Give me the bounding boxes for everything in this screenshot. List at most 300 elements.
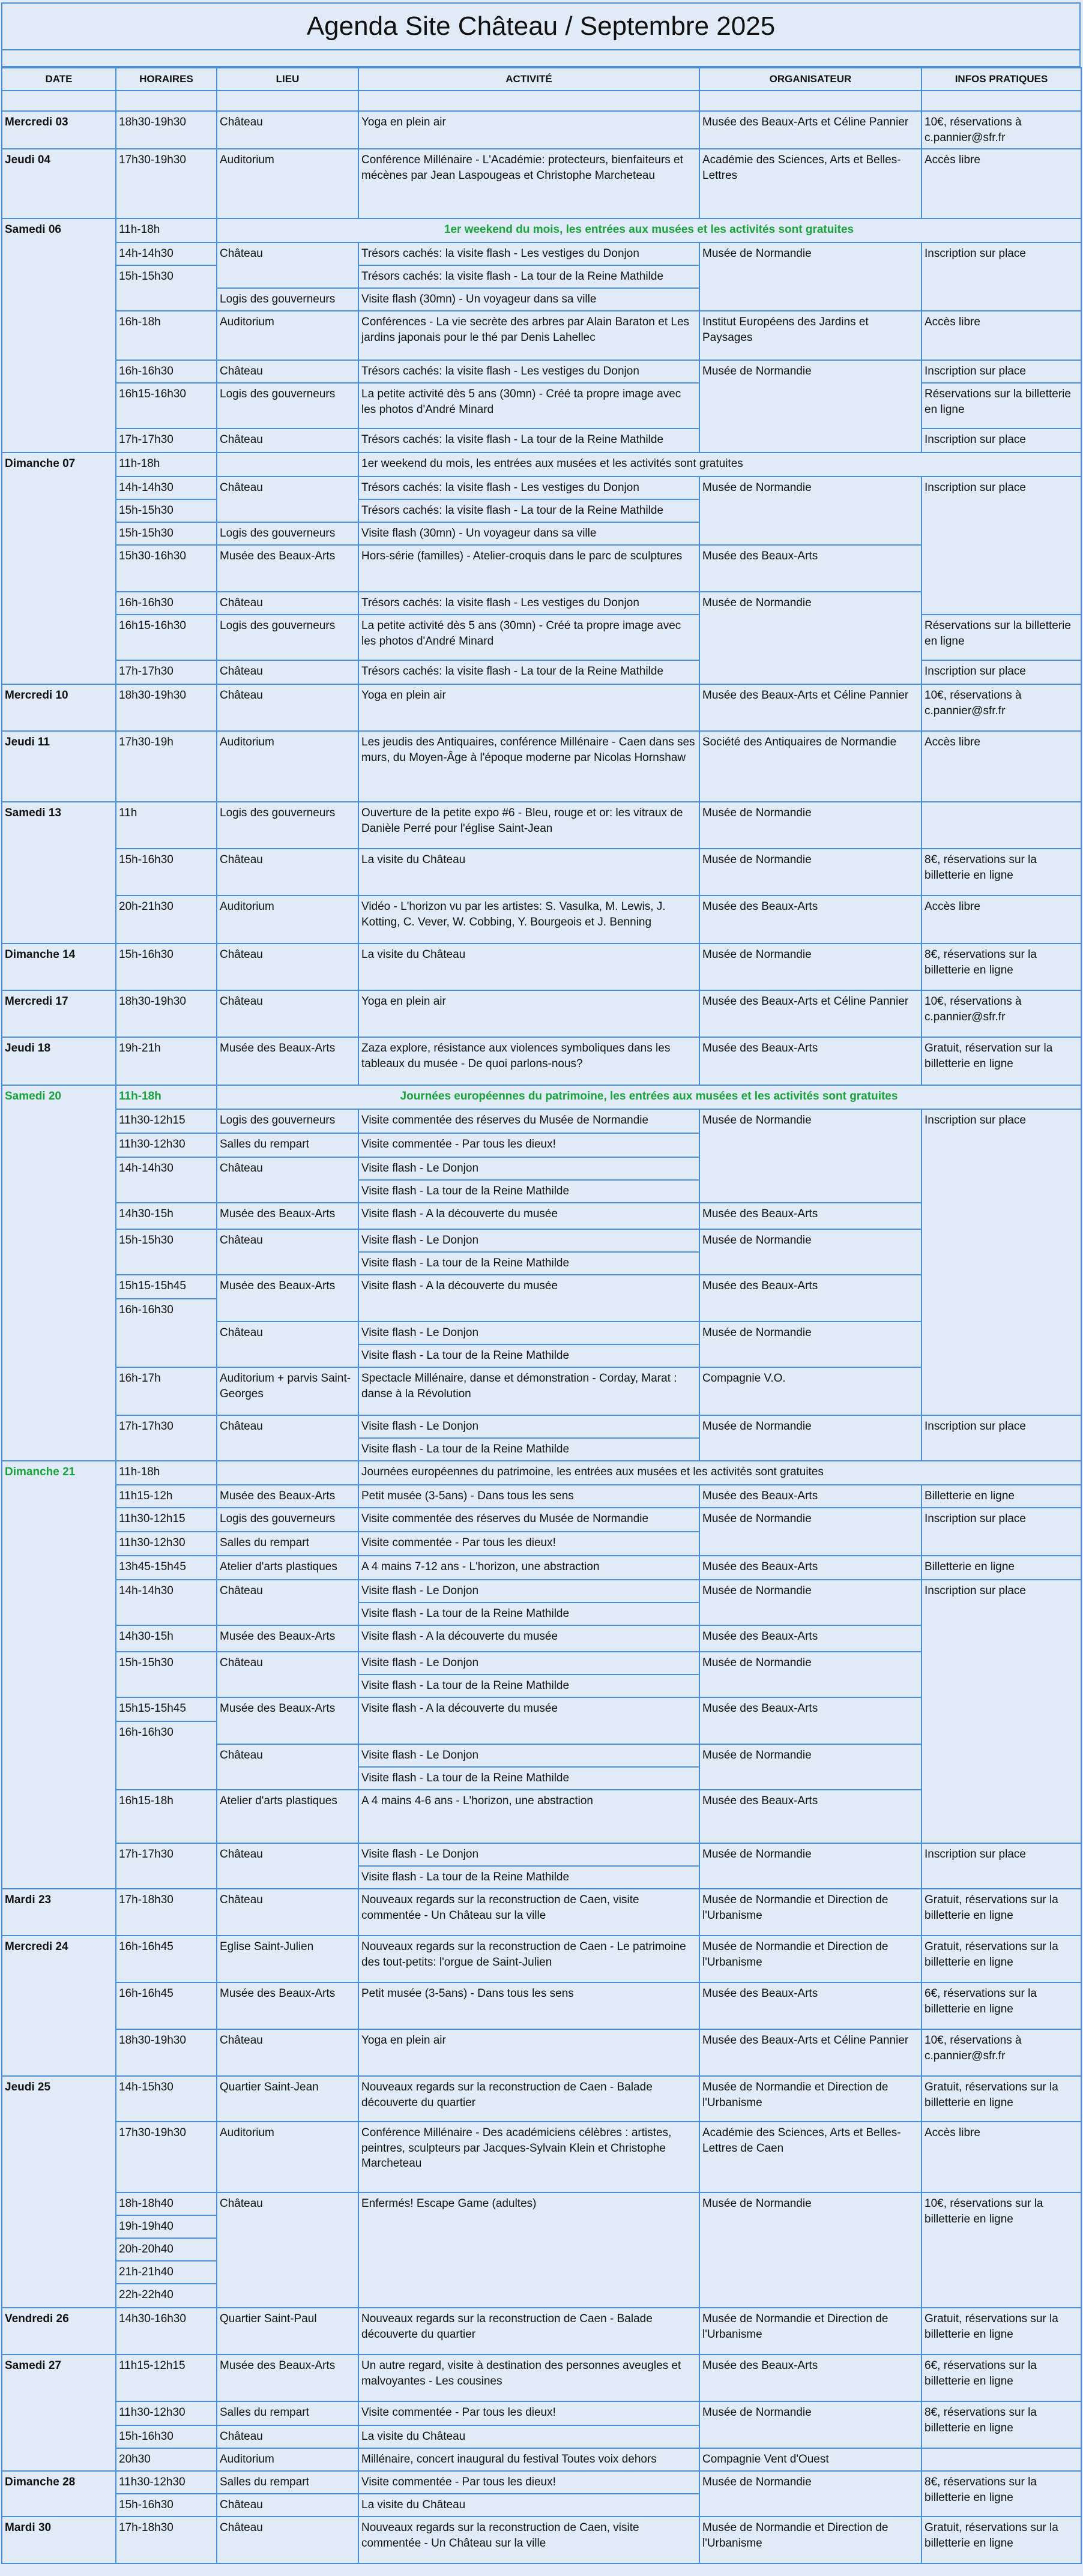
time-cell: 17h-17h30 <box>116 1843 217 1889</box>
activity-cell: Visite flash - Le Donjon <box>358 1415 699 1438</box>
place-cell: Logis des gouverneurs <box>217 1109 358 1133</box>
time-cell: 15h-15h30 <box>116 265 217 311</box>
time-cell: 17h-17h30 <box>116 1415 217 1461</box>
place-cell: Musée des Beaux-Arts <box>217 1625 358 1652</box>
date-cell: Samedi 13 <box>2 802 116 943</box>
organizer-cell: Musée des Beaux-Arts <box>699 1982 922 2029</box>
organizer-cell: Musée de Normandie <box>699 943 922 990</box>
time-cell: 16h-16h45 <box>116 1982 217 2029</box>
banner-cell: Journées européennes du patrimoine, les entrées aux musées et les activités sont gratuites <box>358 1461 1081 1485</box>
place-cell: Logis des gouverneurs <box>217 383 358 429</box>
organizer-cell: Musée de Normandie <box>699 2401 922 2448</box>
activity-cell: Spectacle Millénaire, danse et démonstration - Corday, Marat : danse à la Révolution <box>358 1367 699 1415</box>
time-cell: 15h-15h30 <box>116 522 217 545</box>
date-cell: Mercredi 24 <box>2 1936 116 2076</box>
date-cell: Samedi 20 <box>2 1085 116 1461</box>
organizer-cell: Musée de Normandie et Direction de l'Urbanisme <box>699 1889 922 1936</box>
activity-cell: Yoga en plein air <box>358 990 699 1037</box>
table-row <box>2 1652 1081 1675</box>
activity-cell: Visite flash - Le Donjon <box>358 1744 699 1767</box>
place-cell: Quartier Saint-Jean <box>217 2076 358 2122</box>
activity-cell: Trésors cachés: la visite flash - Les vestiges du Donjon <box>358 360 699 383</box>
organizer-cell: Musée de Normandie <box>699 1415 922 1461</box>
time-cell: 15h-16h30 <box>116 849 217 895</box>
activity-cell: Visite commentée des réserves du Musée de Normandie <box>358 1109 699 1133</box>
organizer-cell: Musée de Normandie <box>699 1652 922 1697</box>
time-cell: 14h30-15h <box>116 1625 217 1652</box>
place-cell: Salles du rempart <box>217 1133 358 1157</box>
date-cell: Mercredi 03 <box>2 111 116 149</box>
place-cell: Salles du rempart <box>217 2471 358 2494</box>
organizer-cell: Musée de Normandie <box>699 477 922 545</box>
activity-cell: Trésors cachés: la visite flash - Les vestiges du Donjon <box>358 592 699 615</box>
activity-cell: Enfermés! Escape Game (adultes) <box>358 2192 699 2308</box>
time-cell: 11h30-12h30 <box>116 2471 217 2494</box>
organizer-cell: Musée de Normandie et Direction de l'Urbanisme <box>699 2076 922 2122</box>
activity-cell: Yoga en plein air <box>358 111 699 149</box>
activity-cell: La visite du Château <box>358 849 699 895</box>
organizer-cell: Musée des Beaux-Arts <box>699 545 922 592</box>
time-cell: 17h-17h30 <box>116 429 217 453</box>
organizer-cell: Musée de Normandie <box>699 1109 922 1203</box>
table-row <box>2 990 1081 1037</box>
table-row <box>2 1203 1081 1229</box>
place-cell: Château <box>217 1229 358 1275</box>
place-cell: Château <box>217 2029 358 2076</box>
info-cell: 10€, réservations à c.pannier@sfr.fr <box>922 990 1081 1037</box>
place-cell <box>217 1461 358 1485</box>
activity-cell: Visite commentée - Par tous les dieux! <box>358 2471 699 2494</box>
activity-cell: Millénaire, concert inaugural du festival Toutes voix dehors <box>358 2448 699 2471</box>
time-cell: 11h <box>116 802 217 849</box>
organizer-cell: Musée des Beaux-Arts <box>699 1275 922 1322</box>
activity-cell: Un autre regard, visite à destination des personnes aveugles et malvoyantes - Les cousines <box>358 2355 699 2401</box>
activity-cell: Visite flash - La tour de la Reine Mathilde <box>358 1767 699 1790</box>
date-cell: Mercredi 10 <box>2 684 116 731</box>
table-row <box>2 1485 1081 1508</box>
place-cell: Château <box>217 660 358 684</box>
time-cell: 18h30-19h30 <box>116 684 217 731</box>
table-row <box>2 1580 1081 1602</box>
place-cell: Château <box>217 943 358 990</box>
activity-cell: Conférence Millénaire - L'Académie: protecteurs, bienfaiteurs et mécènes par Jean Laspougeas et Christophe Marcheteau <box>358 149 699 218</box>
activity-cell: Trésors cachés: la visite flash - Les vestiges du Donjon <box>358 477 699 499</box>
time-cell: 14h30-15h <box>116 1203 217 1229</box>
place-cell: Musée des Beaux-Arts <box>217 1275 358 1322</box>
organizer-cell: Musée des Beaux-Arts et Céline Pannier <box>699 2029 922 2076</box>
place-cell <box>217 453 358 477</box>
activity-cell: Visite flash - La tour de la Reine Mathilde <box>358 1252 699 1275</box>
table-row <box>2 2122 1081 2192</box>
info-cell: 8€, réservations sur la billetterie en ligne <box>922 2401 1081 2448</box>
table-row <box>2 1085 1081 1109</box>
activity-cell: Visite flash - Le Donjon <box>358 1843 699 1866</box>
place-cell: Château <box>217 477 358 522</box>
activity-cell: A 4 mains 7-12 ans - L'horizon, une abstraction <box>358 1556 699 1580</box>
info-cell: Inscription sur place <box>922 1109 1081 1415</box>
table-row <box>2 1697 1081 1721</box>
date-cell: Mardi 23 <box>2 1889 116 1936</box>
table-row <box>2 1508 1081 1532</box>
place-cell: Château <box>217 111 358 149</box>
place-cell: Château <box>217 684 358 731</box>
info-cell: 10€, réservations à c.pannier@sfr.fr <box>922 2029 1081 2076</box>
activity-cell: Trésors cachés: la visite flash - Les vestiges du Donjon <box>358 242 699 265</box>
activity-cell: Les jeudis des Antiquaires, conférence Millénaire - Caen dans ses murs, du Moyen-Âge à l'époque moderne par Nicolas Hornshaw <box>358 731 699 802</box>
activity-cell: Visite flash - A la découverte du musée <box>358 1625 699 1652</box>
place-cell: Atelier d'arts plastiques <box>217 1790 358 1843</box>
place-cell: Musée des Beaux-Arts <box>217 1203 358 1229</box>
organizer-cell: Académie des Sciences, Arts et Belles-Lettres <box>699 149 922 218</box>
time-cell: 11h15-12h <box>116 1485 217 1508</box>
time-cell: 15h30-16h30 <box>116 545 217 592</box>
organizer-cell: Musée des Beaux-Arts et Céline Pannier <box>699 111 922 149</box>
table-row <box>2 1415 1081 1438</box>
activity-cell: La visite du Château <box>358 2494 699 2517</box>
activity-cell: Trésors cachés: la visite flash - La tour de la Reine Mathilde <box>358 265 699 288</box>
activity-cell: La visite du Château <box>358 2425 699 2448</box>
organizer-cell: Musée des Beaux-Arts <box>699 1556 922 1580</box>
activity-cell: La petite activité dès 5 ans (30mn) - Créé ta propre image avec les photos d'André Minard <box>358 383 699 429</box>
table-row <box>2 1843 1081 1866</box>
activity-cell: Trésors cachés: la visite flash - La tour de la Reine Mathilde <box>358 429 699 453</box>
organizer-cell: Musée de Normandie et Direction de l'Urbanisme <box>699 1936 922 1982</box>
header-activite: ACTIVITÉ <box>358 68 699 91</box>
activity-cell: Conférences - La vie secrète des arbres par Alain Baraton et Les jardins japonais pour le thé par Denis Lahellec <box>358 311 699 360</box>
info-cell: Inscription sur place <box>922 1508 1081 1556</box>
organizer-cell: Musée des Beaux-Arts <box>699 1697 922 1744</box>
activity-cell: Visite flash - La tour de la Reine Mathilde <box>358 1180 699 1203</box>
place-cell: Musée des Beaux-Arts <box>217 1697 358 1744</box>
time-cell: 11h30-12h30 <box>116 1133 217 1157</box>
time-cell: 14h-14h30 <box>116 477 217 499</box>
table-row <box>2 545 1081 592</box>
place-cell: Auditorium <box>217 731 358 802</box>
date-cell: Dimanche 28 <box>2 2471 116 2517</box>
banner-cell: Journées européennes du patrimoine, les entrées aux musées et les activités sont gratuites <box>217 1085 1081 1109</box>
info-cell: Gratuit, réservations sur la billetterie en ligne <box>922 2308 1081 2355</box>
place-cell: Château <box>217 2517 358 2563</box>
organizer-cell: Musée de Normandie et Direction de l'Urbanisme <box>699 2517 922 2563</box>
time-cell: 18h30-19h30 <box>116 111 217 149</box>
time-cell: 16h-18h <box>116 311 217 360</box>
table-row <box>2 592 1081 615</box>
time-cell: 15h-15h30 <box>116 1229 217 1275</box>
time-cell: 22h-22h40 <box>116 2284 217 2308</box>
table-row <box>2 2471 1081 2494</box>
activity-cell: Petit musée (3-5ans) - Dans tous les sens <box>358 1982 699 2029</box>
activity-cell: Visite flash (30mn) - Un voyageur dans sa ville <box>358 288 699 311</box>
place-cell: Auditorium <box>217 149 358 218</box>
place-cell: Musée des Beaux-Arts <box>217 2355 358 2401</box>
info-cell: Billetterie en ligne <box>922 1485 1081 1508</box>
time-cell: 16h-17h <box>116 1367 217 1415</box>
activity-cell: Visite flash - La tour de la Reine Mathilde <box>358 1675 699 1697</box>
blank-row <box>2 91 1081 111</box>
organizer-cell: Académie des Sciences, Arts et Belles-Lettres de Caen <box>699 2122 922 2192</box>
organizer-cell: Musée de Normandie <box>699 802 922 849</box>
header-row <box>2 68 1081 91</box>
table-row <box>2 731 1081 802</box>
activity-cell: Nouveaux regards sur la reconstruction de Caen - Balade découverte du quartier <box>358 2076 699 2122</box>
info-cell: Inscription sur place <box>922 1415 1081 1461</box>
table-row <box>2 1889 1081 1936</box>
date-cell: Dimanche 07 <box>2 453 116 684</box>
time-cell: 16h15-18h <box>116 1790 217 1843</box>
time-cell: 11h30-12h15 <box>116 1109 217 1133</box>
activity-cell: Visite flash - Le Donjon <box>358 1652 699 1675</box>
organizer-cell: Musée de Normandie <box>699 1322 922 1367</box>
place-cell: Atelier d'arts plastiques <box>217 1556 358 1580</box>
place-cell: Salles du rempart <box>217 2401 358 2425</box>
activity-cell: Trésors cachés: la visite flash - La tour de la Reine Mathilde <box>358 499 699 522</box>
organizer-cell: Musée des Beaux-Arts <box>699 2355 922 2401</box>
place-cell: Auditorium <box>217 2122 358 2192</box>
table-row <box>2 2517 1081 2563</box>
time-cell: 15h-16h30 <box>116 943 217 990</box>
info-cell: Inscription sur place <box>922 429 1081 453</box>
table-row <box>2 1982 1081 2029</box>
info-cell: Gratuit, réservations sur la billetterie en ligne <box>922 1889 1081 1936</box>
info-cell: 8€, réservations sur la billetterie en ligne <box>922 849 1081 895</box>
time-cell: 19h-21h <box>116 1037 217 1085</box>
time-cell: 17h-18h30 <box>116 2517 217 2563</box>
table-row <box>2 1229 1081 1252</box>
activity-cell: Conférence Millénaire - Des académiciens célèbres : artistes, peintres, sculpteurs par Jacques-Sylvain Klein et Christophe Marcheteau <box>358 2122 699 2192</box>
info-cell <box>922 2448 1081 2471</box>
activity-cell: Nouveaux regards sur la reconstruction de Caen - Balade découverte du quartier <box>358 2308 699 2355</box>
time-cell: 11h30-12h30 <box>116 1532 217 1556</box>
table-row <box>2 2355 1081 2401</box>
place-cell: Château <box>217 592 358 615</box>
activity-cell: Vidéo - L'horizon vu par les artistes: S. Vasulka, M. Lewis, J. Kotting, C. Vever, W. Cobbing, Y. Bourgeois et J. Benning <box>358 895 699 943</box>
activity-cell: Visite flash - Le Donjon <box>358 1229 699 1252</box>
time-cell: 16h-16h30 <box>116 360 217 383</box>
organizer-cell: Musée de Normandie <box>699 1580 922 1625</box>
time-cell: 11h-18h <box>116 1085 217 1109</box>
info-cell <box>922 802 1081 849</box>
time-cell: 16h-16h30 <box>116 1299 217 1367</box>
time-cell: 11h30-12h15 <box>116 1508 217 1532</box>
organizer-cell: Musée de Normandie <box>699 2471 922 2517</box>
activity-cell: Visite flash - A la découverte du musée <box>358 1697 699 1744</box>
place-cell: Logis des gouverneurs <box>217 615 358 660</box>
organizer-cell: Musée des Beaux-Arts <box>699 1790 922 1843</box>
place-cell: Château <box>217 1889 358 1936</box>
organizer-cell: Musée de Normandie <box>699 1843 922 1889</box>
header-organisateur: ORGANISATEUR <box>699 68 922 91</box>
organizer-cell: Musée des Beaux-Arts <box>699 1625 922 1652</box>
place-cell: Château <box>217 849 358 895</box>
table-row <box>2 684 1081 731</box>
activity-cell: Visite flash - La tour de la Reine Mathilde <box>358 1438 699 1461</box>
place-cell: Château <box>217 1843 358 1889</box>
info-cell: 6€, réservations sur la billetterie en ligne <box>922 2355 1081 2401</box>
time-cell: 14h-15h30 <box>116 2076 217 2122</box>
time-cell: 14h-14h30 <box>116 242 217 265</box>
table-row <box>2 360 1081 383</box>
place-cell: Château <box>217 1415 358 1461</box>
header-horaires: HORAIRES <box>116 68 217 91</box>
table-row <box>2 2448 1081 2471</box>
activity-cell: Nouveaux regards sur la reconstruction de Caen - Le patrimoine des tout-petits: l'orgue de Saint-Julien <box>358 1936 699 1982</box>
time-cell: 11h-18h <box>116 218 217 242</box>
table-row <box>2 895 1081 943</box>
table-row <box>2 2308 1081 2355</box>
organizer-cell: Société des Antiquaires de Normandie <box>699 731 922 802</box>
activity-cell: Visite flash (30mn) - Un voyageur dans sa ville <box>358 522 699 545</box>
time-cell: 18h-18h40 <box>116 2192 217 2215</box>
table-row <box>2 1109 1081 1133</box>
date-cell: Mardi 30 <box>2 2517 116 2563</box>
organizer-cell: Musée de Normandie <box>699 592 922 684</box>
place-cell: Auditorium <box>217 311 358 360</box>
time-cell: 16h-16h45 <box>116 1936 217 1982</box>
time-cell: 17h-17h30 <box>116 660 217 684</box>
table-row <box>2 2401 1081 2425</box>
place-cell: Château <box>217 1652 358 1697</box>
time-cell: 17h30-19h <box>116 731 217 802</box>
info-cell: Réservations sur la billetterie en ligne <box>922 383 1081 429</box>
activity-cell: Yoga en plein air <box>358 684 699 731</box>
time-cell: 15h-15h30 <box>116 499 217 522</box>
organizer-cell: Compagnie Vent d'Ouest <box>699 2448 922 2471</box>
time-cell: 18h30-19h30 <box>116 990 217 1037</box>
time-cell: 16h15-16h30 <box>116 383 217 429</box>
place-cell: Château <box>217 360 358 383</box>
place-cell: Château <box>217 1322 358 1367</box>
time-cell: 19h-19h40 <box>116 2215 217 2238</box>
activity-cell: Petit musée (3-5ans) - Dans tous les sens <box>358 1485 699 1508</box>
time-cell: 20h-21h30 <box>116 895 217 943</box>
info-cell: Billetterie en ligne <box>922 1556 1081 1580</box>
time-cell: 17h30-19h30 <box>116 149 217 218</box>
info-cell: Gratuit, réservations sur la billetterie en ligne <box>922 2076 1081 2122</box>
table-row <box>2 1625 1081 1652</box>
time-cell: 14h-14h30 <box>116 1580 217 1625</box>
place-cell: Salles du rempart <box>217 1532 358 1556</box>
place-cell: Château <box>217 2494 358 2517</box>
info-cell: Accès libre <box>922 311 1081 360</box>
place-cell: Musée des Beaux-Arts <box>217 1037 358 1085</box>
activity-cell: Trésors cachés: la visite flash - La tour de la Reine Mathilde <box>358 660 699 684</box>
info-cell: Accès libre <box>922 895 1081 943</box>
place-cell: Château <box>217 2192 358 2308</box>
date-cell: Samedi 06 <box>2 218 116 453</box>
time-cell: 16h-16h30 <box>116 592 217 615</box>
organizer-cell: Institut Européens des Jardins et Paysages <box>699 311 922 360</box>
activity-cell: Visite flash - Le Donjon <box>358 1322 699 1344</box>
organizer-cell: Musée de Normandie <box>699 1744 922 1790</box>
date-cell: Dimanche 21 <box>2 1461 116 1889</box>
place-cell: Château <box>217 2425 358 2448</box>
activity-cell: Zaza explore, résistance aux violences symboliques dans les tableaux du musée - De quoi parlons-nous? <box>358 1037 699 1085</box>
activity-cell: Visite flash - La tour de la Reine Mathilde <box>358 1344 699 1367</box>
organizer-cell: Musée des Beaux-Arts <box>699 895 922 943</box>
place-cell: Logis des gouverneurs <box>217 802 358 849</box>
activity-cell: A 4 mains 4-6 ans - L'horizon, une abstraction <box>358 1790 699 1843</box>
banner-cell: 1er weekend du mois, les entrées aux musées et les activités sont gratuites <box>217 218 1081 242</box>
organizer-cell: Musée de Normandie <box>699 242 922 311</box>
place-cell: Musée des Beaux-Arts <box>217 545 358 592</box>
time-cell: 15h-16h30 <box>116 2425 217 2448</box>
time-cell: 20h-20h40 <box>116 2238 217 2261</box>
agenda-table <box>1 67 1082 2564</box>
organizer-cell: Musée de Normandie <box>699 849 922 895</box>
activity-cell: Nouveaux regards sur la reconstruction de Caen, visite commentée - Un Château sur la ville <box>358 1889 699 1936</box>
activity-cell: Visite flash - Le Donjon <box>358 1580 699 1602</box>
info-cell: Inscription sur place <box>922 477 1081 615</box>
activity-cell: Ouverture de la petite expo #6 - Bleu, rouge et or: les vitraux de Danièle Perré pour l'église Saint-Jean <box>358 802 699 849</box>
table-row <box>2 1275 1081 1299</box>
date-cell: Jeudi 04 <box>2 149 116 218</box>
place-cell: Auditorium <box>217 895 358 943</box>
place-cell: Logis des gouverneurs <box>217 522 358 545</box>
organizer-cell: Musée des Beaux-Arts et Céline Pannier <box>699 990 922 1037</box>
table-row <box>2 2029 1081 2076</box>
place-cell: Château <box>217 242 358 288</box>
organizer-cell: Musée de Normandie <box>699 2192 922 2308</box>
blank-row <box>1 49 1081 67</box>
info-cell: Gratuit, réservation sur la billetterie en ligne <box>922 1037 1081 1085</box>
time-cell: 14h30-16h30 <box>116 2308 217 2355</box>
time-cell: 15h15-15h45 <box>116 1275 217 1299</box>
table-row <box>2 1790 1081 1843</box>
info-cell: Gratuit, réservations sur la billetterie en ligne <box>922 2517 1081 2563</box>
table-row <box>2 477 1081 499</box>
info-cell: Accès libre <box>922 731 1081 802</box>
info-cell: 10€, réservations sur la billetterie en ligne <box>922 2192 1081 2308</box>
time-cell: 11h30-12h30 <box>116 2401 217 2425</box>
organizer-cell: Musée des Beaux-Arts <box>699 1037 922 1085</box>
place-cell: Auditorium + parvis Saint-Georges <box>217 1367 358 1415</box>
info-cell: Accès libre <box>922 149 1081 218</box>
time-cell: 11h-18h <box>116 453 217 477</box>
info-cell: Inscription sur place <box>922 660 1081 684</box>
info-cell: Inscription sur place <box>922 242 1081 311</box>
date-cell: Samedi 27 <box>2 2355 116 2471</box>
banner-cell: 1er weekend du mois, les entrées aux musées et les activités sont gratuites <box>358 453 1081 477</box>
activity-cell: Hors-série (familles) - Atelier-croquis dans le parc de sculptures <box>358 545 699 592</box>
time-cell: 17h-18h30 <box>116 1889 217 1936</box>
time-cell: 15h-15h30 <box>116 1652 217 1697</box>
table-row <box>2 802 1081 849</box>
date-cell: Mercredi 17 <box>2 990 116 1037</box>
info-cell: Réservations sur la billetterie en ligne <box>922 615 1081 660</box>
place-cell: Logis des gouverneurs <box>217 1508 358 1532</box>
table-row <box>2 453 1081 477</box>
info-cell: Inscription sur place <box>922 1580 1081 1843</box>
place-cell: Musée des Beaux-Arts <box>217 1485 358 1508</box>
date-cell: Jeudi 25 <box>2 2076 116 2308</box>
activity-cell: Visite commentée - Par tous les dieux! <box>358 2401 699 2425</box>
table-row <box>2 849 1081 895</box>
table-row <box>2 311 1081 360</box>
activity-cell: Visite flash - La tour de la Reine Mathilde <box>358 1866 699 1889</box>
info-cell: Inscription sur place <box>922 360 1081 383</box>
info-cell: 6€, réservations sur la billetterie en ligne <box>922 1982 1081 2029</box>
place-cell: Logis des gouverneurs <box>217 288 358 311</box>
table-row <box>2 1461 1081 1485</box>
organizer-cell: Musée de Normandie <box>699 1229 922 1275</box>
organizer-cell: Musée des Beaux-Arts et Céline Pannier <box>699 684 922 731</box>
table-row <box>2 1936 1081 1982</box>
activity-cell: Visite flash - A la découverte du musée <box>358 1275 699 1322</box>
page-title: Agenda Site Château / Septembre 2025 <box>1 2 1081 50</box>
table-row <box>2 149 1081 218</box>
table-row <box>2 242 1081 265</box>
organizer-cell: Musée de Normandie <box>699 1508 922 1556</box>
